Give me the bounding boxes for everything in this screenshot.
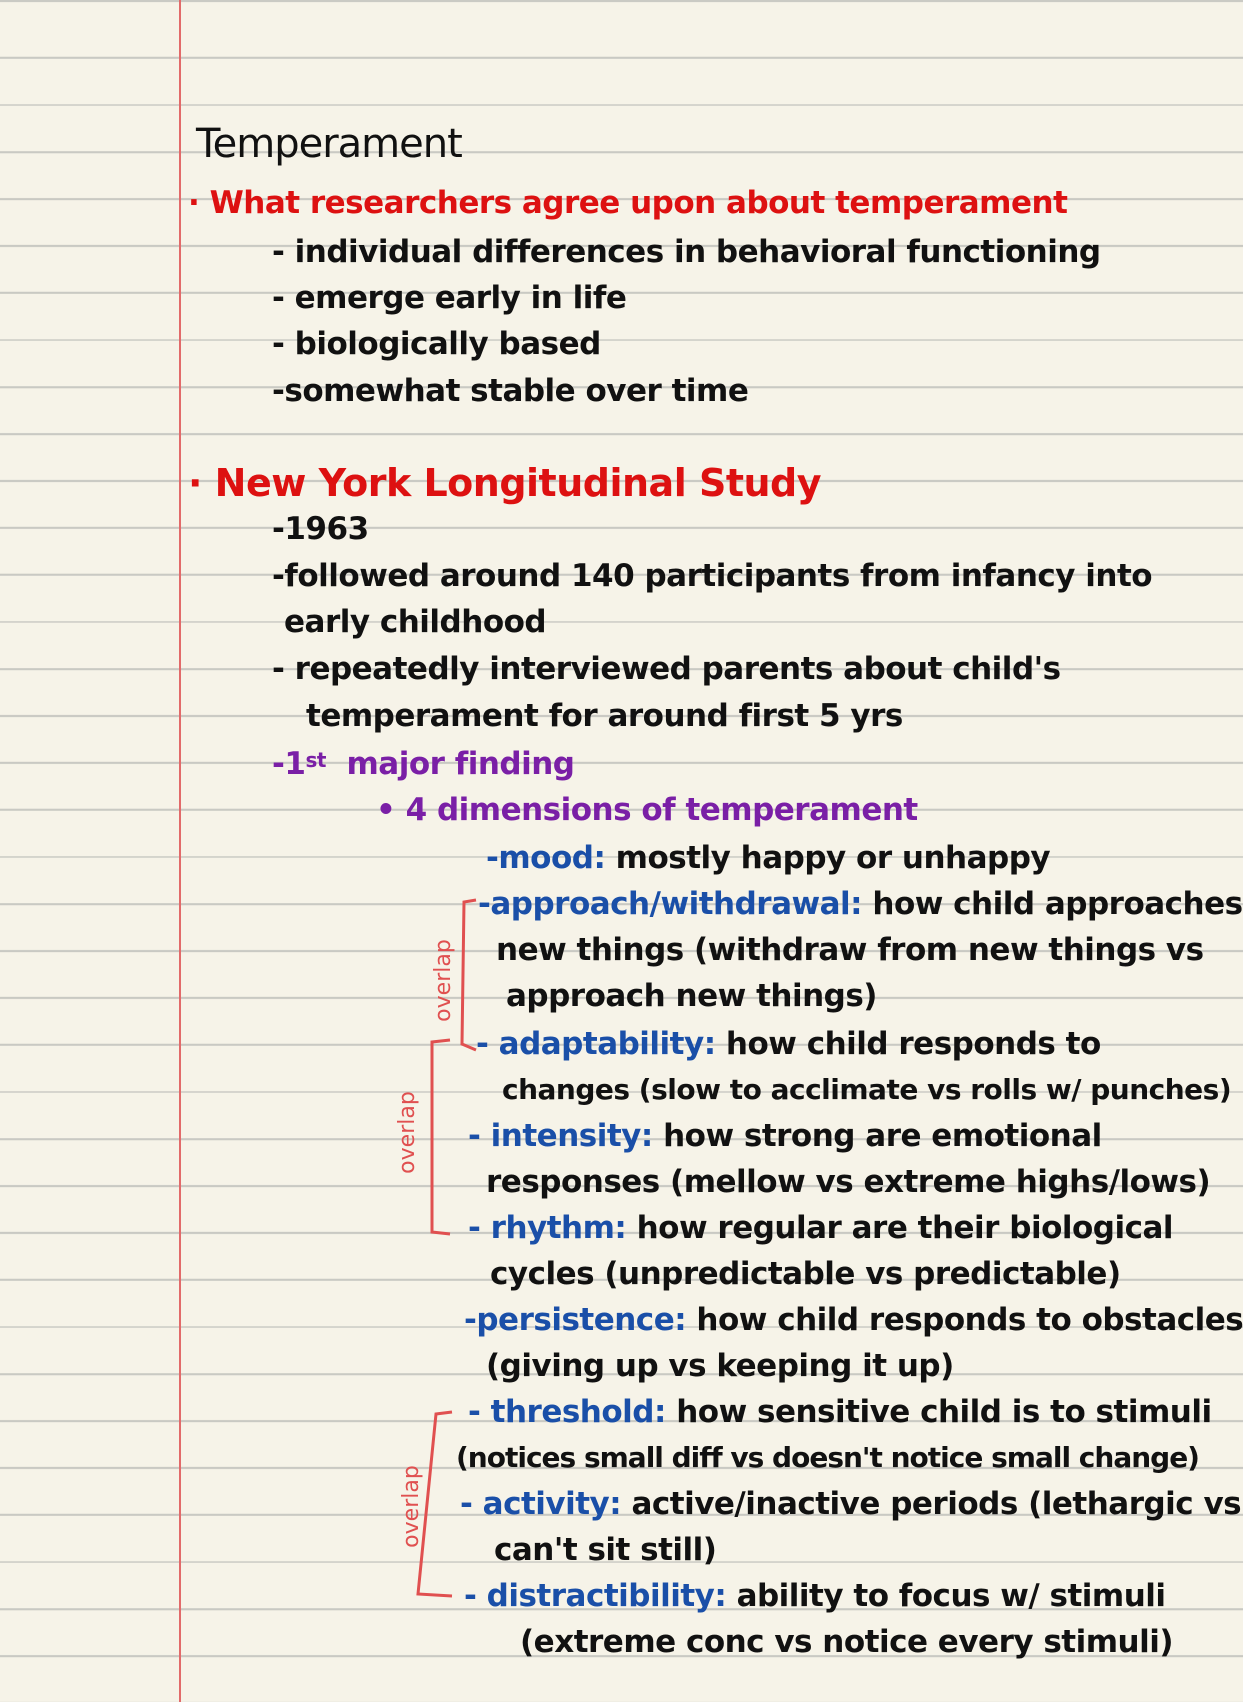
dimension-cont: (giving up vs keeping it up) <box>486 1348 954 1384</box>
study-line: - repeatedly interviewed parents about child's <box>272 651 1061 687</box>
dimension-term: - intensity: <box>468 1118 653 1154</box>
dimension-term: -approach/withdrawal: <box>478 886 863 922</box>
dimension-desc: how child approaches <box>872 886 1243 922</box>
dimension-desc: how sensitive child is to stimuli <box>676 1394 1212 1430</box>
dimension-desc: how child responds to obstacles <box>696 1302 1243 1338</box>
dimensions-heading: • 4 dimensions of temperament <box>376 792 918 828</box>
dimension-term: - distractibility: <box>464 1578 727 1614</box>
dimension-desc: how strong are emotional <box>663 1118 1102 1154</box>
overlap-bracket-1 <box>462 900 476 1050</box>
dimension-cont: (notices small diff vs doesn't notice small change) <box>456 1441 1199 1474</box>
dimension-desc: ability to focus w/ stimuli <box>736 1578 1166 1614</box>
dimension-term: - adaptability: <box>476 1026 716 1062</box>
dimension-cont: (extreme conc vs notice every stimuli) <box>520 1624 1174 1660</box>
section2-heading: · New York Longitudinal Study <box>188 461 822 505</box>
finding-dash: -1 <box>272 746 306 782</box>
section1-item: - emerge early in life <box>272 280 627 316</box>
overlap-annotation: overlap <box>394 1091 420 1174</box>
dimension-term: - activity: <box>460 1486 622 1522</box>
section2-heading-text: New York Longitudinal Study <box>214 461 822 505</box>
dimension-desc: how regular are their biological <box>636 1210 1174 1246</box>
study-line: -1963 <box>272 511 369 547</box>
dimension-desc: mostly happy or unhappy <box>615 840 1051 876</box>
section1-item: -somewhat stable over time <box>272 373 749 409</box>
dimension-term: - threshold: <box>468 1394 666 1430</box>
section1-heading: · What researchers agree upon about temperament <box>188 185 1068 221</box>
dimension-desc: how child responds to <box>725 1026 1101 1062</box>
finding-sup: st <box>305 748 326 772</box>
overlap-annotation: overlap <box>398 1465 424 1548</box>
section1-item: - biologically based <box>272 326 601 362</box>
dimension-desc: active/inactive periods (lethargic vs <box>631 1486 1242 1522</box>
finding-text: major finding <box>346 746 575 782</box>
dimension-cont: can't sit still) <box>494 1532 717 1568</box>
dimension-cont: cycles (unpredictable vs predictable) <box>490 1256 1121 1292</box>
dimension-cont: approach new things) <box>506 978 877 1014</box>
section1-heading-text: What researchers agree upon about temperament <box>209 185 1068 221</box>
dimension-term: -mood: <box>486 840 606 876</box>
dimension-cont: changes (slow to acclimate vs rolls w/ punches) <box>502 1073 1232 1106</box>
dimensions-heading-text: 4 dimensions of temperament <box>405 792 918 828</box>
study-line: -followed around 140 participants from infancy into <box>272 558 1153 594</box>
section1-item: - individual differences in behavioral functioning <box>272 234 1101 270</box>
dimension-term: - rhythm: <box>468 1210 627 1246</box>
page-title: Temperament <box>196 121 462 167</box>
study-line: temperament for around first 5 yrs <box>306 698 903 734</box>
study-line: early childhood <box>284 604 547 640</box>
dimension-cont: responses (mellow vs extreme highs/lows) <box>486 1164 1211 1200</box>
dimension-cont: new things (withdraw from new things vs <box>496 932 1204 968</box>
dimension-term: -persistence: <box>464 1302 687 1338</box>
overlap-annotation: overlap <box>430 939 456 1022</box>
overlap-bracket-2 <box>432 1040 450 1234</box>
